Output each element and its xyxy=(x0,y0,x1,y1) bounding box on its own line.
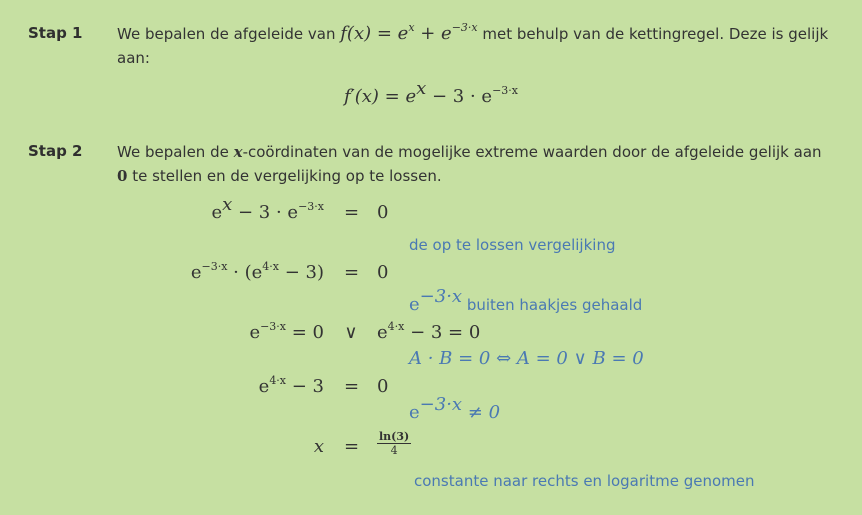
row-5-lhs: x xyxy=(313,436,324,457)
zero-value: 0 xyxy=(117,167,128,185)
row-2-note: e$^{-3\cdot x}$ buiten haakjes gehaald xyxy=(409,286,643,315)
step-2-label: Stap 2 xyxy=(28,142,83,160)
step-2-text: We bepalen de x-coördinaten van de mogelijke extreme waarden door de afgeleide gelijk aan 0 te stellen en de vergelijking op te lossen. xyxy=(117,143,822,185)
variable-x: x xyxy=(233,143,243,161)
step-1-text-before: We bepalen de afgeleide van xyxy=(117,25,336,43)
row-2-lhs: $e^{-3\cdot x} \cdot (e^{4\cdot x} - 3)$ xyxy=(190,260,324,283)
row-1-lhs: $e^x - 3 \cdot e^{-3\cdot x}$ xyxy=(211,194,324,223)
row-5-note: constante naar rechts en logaritme genomen xyxy=(414,472,755,490)
row-1-rhs: 0 xyxy=(377,202,389,223)
step-1-text-after: met behulp van de kettingregel. Deze is gelijk aan: xyxy=(117,25,829,67)
row-2-relation: = xyxy=(344,262,360,283)
row-5-relation: = xyxy=(344,436,360,457)
step-1-label: Stap 1 xyxy=(28,24,83,42)
row-5-rhs xyxy=(377,430,411,457)
function-expression: $f(x) = e^x + e^{-3\cdot x}$ xyxy=(340,21,478,44)
row-3-rhs: $e^{4\cdot x} - 3 = 0$ xyxy=(377,320,481,343)
row-3-note: A · B = 0 ⇔ A = 0 ∨ B = 0 xyxy=(409,348,644,369)
row-1-relation: = xyxy=(344,202,360,223)
row-3-lhs: $e^{-3\cdot x} = 0$ xyxy=(249,320,324,343)
row-4-note: e$^{-3\cdot x}$ ≠ 0 xyxy=(409,394,501,423)
row-4-relation: = xyxy=(344,376,360,397)
row-3-relation: ∨ xyxy=(344,322,358,343)
row-4-lhs: $e^{4\cdot x} - 3$ xyxy=(258,374,324,397)
row-2-rhs: 0 xyxy=(377,262,389,283)
step-1-text xyxy=(117,22,837,70)
derivative-equation: $f'(x) = e^x - 3 \cdot e^{-3\cdot x}$ xyxy=(344,78,518,107)
row-4-rhs: 0 xyxy=(377,376,389,397)
fraction: $\frac{\ln(3)}{4}$ xyxy=(379,430,410,457)
row-1-note: de op te lossen vergelijking xyxy=(409,236,616,254)
